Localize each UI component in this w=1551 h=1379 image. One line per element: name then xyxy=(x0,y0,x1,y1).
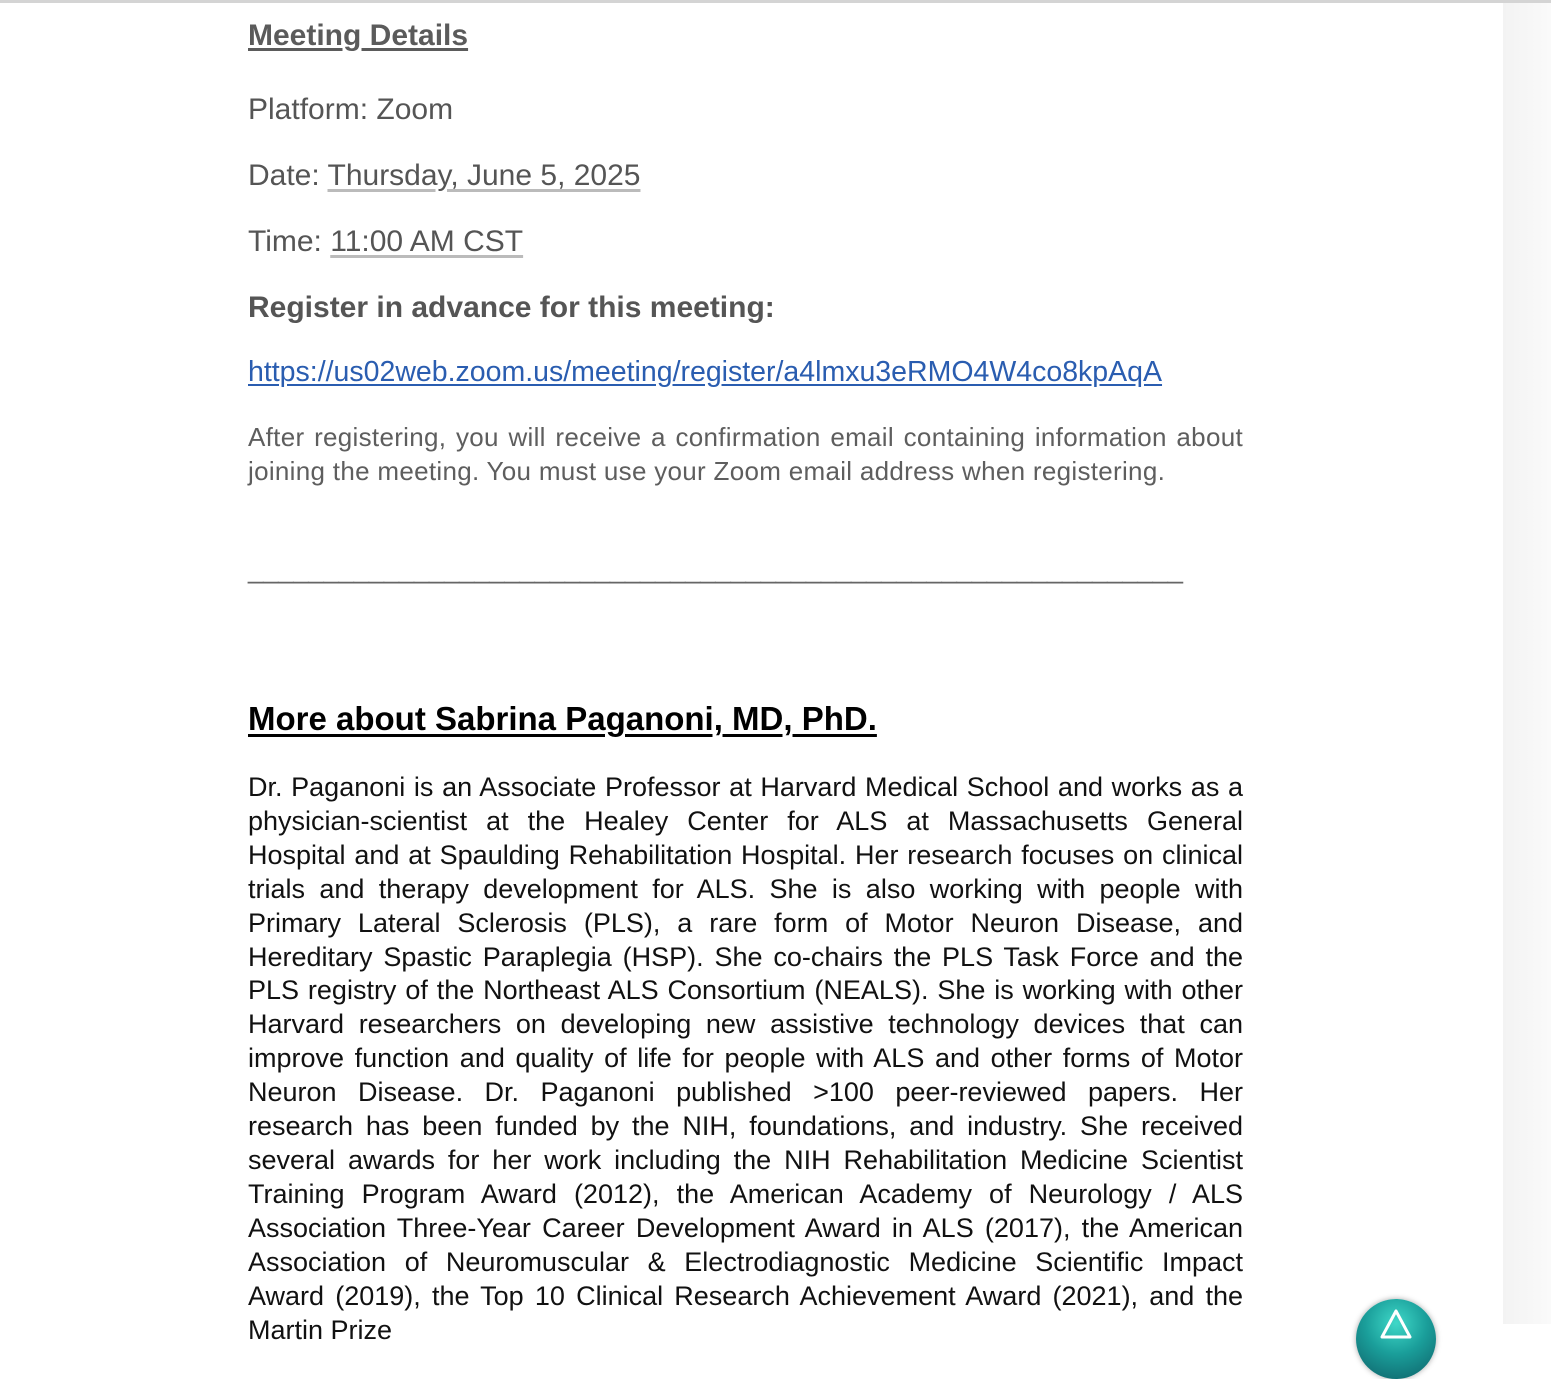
scroll-gutter xyxy=(1503,3,1551,1324)
registration-link[interactable]: https://us02web.zoom.us/meeting/register/a4lmxu3eRMO4W4co8kpAqA xyxy=(248,356,1163,388)
date-label: Date: xyxy=(248,159,328,192)
platform-label: Platform: xyxy=(248,93,377,126)
meeting-details-heading: Meeting Details xyxy=(248,19,469,52)
time-value[interactable]: 11:00 AM CST xyxy=(330,225,524,258)
time-label: Time: xyxy=(248,225,331,258)
registration-note: After registering, you will receive a confirmation email containing information about joining the meeting. You must use your Zoom email address when registering. xyxy=(248,422,1243,486)
separator-line: ______________________________________________________________ xyxy=(248,553,1183,584)
top-divider xyxy=(0,0,1551,3)
register-heading: Register in advance for this meeting: xyxy=(248,291,775,324)
date-line xyxy=(248,159,640,193)
time-line xyxy=(248,225,523,259)
bio-paragraph: Dr. Paganoni is an Associate Professor at Harvard Medical School and works as a physician-scientist at the Healey Center for ALS at Massachusetts General Hospital and at Spaulding Rehabilitation Hospital. Her research focuses on clinical trials and therapy development for ALS. She is also working with people with Primary Lateral Sclerosis (PLS), a rare form of Motor Neuron Disease, and Hereditary Spastic Paraplegia (HSP). She co-chairs the PLS Task Force and the PLS registry of the Northeast ALS Consortium (NEALS). She is working with other Harvard researchers on developing new assistive technology devices that can improve function and quality of life for people with ALS and other forms of Motor Neuron Disease. Dr. Paganoni published >100 peer-reviewed papers. Her research has been funded by the NIH, foundations, and industry. She received several awards for her work including the NIH Rehabilitation Medicine Scientist Training Program Award (2012), the American Academy of Neurology / ALS Association Three-Year Career Development Award in ALS (2017), the American Association of Neuromuscular & Electrodiagnostic Medicine Scientific Impact Award (2019), the Top 10 Clinical Research Achievement Award (2021), and the Martin Prize xyxy=(248,772,1243,1345)
platform-line xyxy=(248,93,453,127)
assistant-icon xyxy=(1378,1309,1414,1339)
floating-assistant-button[interactable] xyxy=(1356,1299,1436,1379)
bio-heading: More about Sabrina Paganoni, MD, PhD. xyxy=(248,700,877,737)
platform-value: Zoom xyxy=(376,93,454,126)
date-value[interactable]: Thursday, June 5, 2025 xyxy=(327,159,641,192)
